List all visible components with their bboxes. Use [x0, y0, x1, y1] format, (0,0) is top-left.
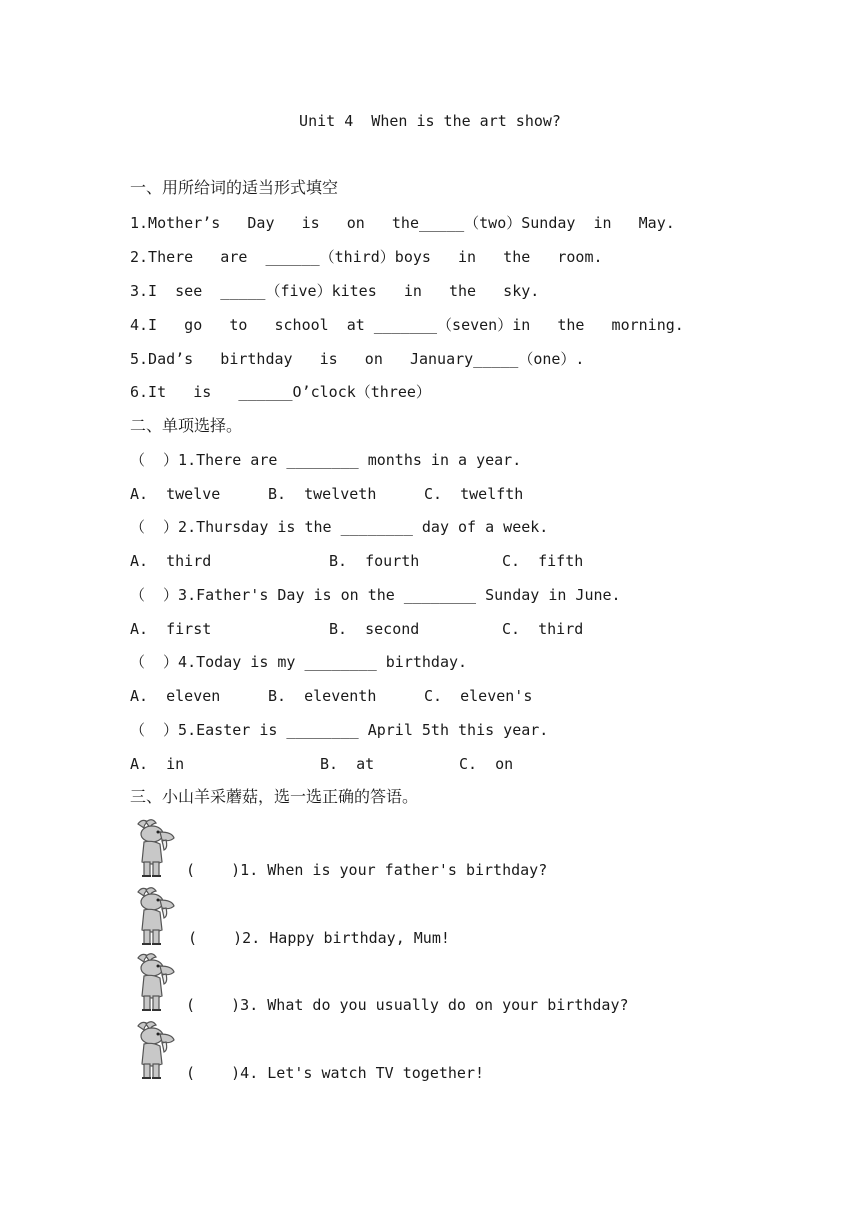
- choice-option-b: B. eleventh: [268, 687, 377, 705]
- answer-question: ( )3. What do you usually do on your birthday?: [186, 996, 629, 1014]
- choice-option-c: C. third: [502, 620, 584, 638]
- choice-option-b: B. twelveth: [268, 485, 377, 503]
- choice-question: （ ）3.Father's Day is on the ________ Sunday in June.: [130, 586, 621, 604]
- answer-question: ( )2. Happy birthday, Mum!: [188, 929, 450, 947]
- fill-blank-item: 2.There are ______（third）boys in the room.: [130, 248, 603, 266]
- section1-heading: 一、用所给词的适当形式填空: [130, 178, 339, 197]
- choice-option-c: C. on: [459, 755, 514, 773]
- choice-option-a: A. twelve: [130, 485, 221, 503]
- choice-option-b: B. second: [329, 620, 420, 638]
- fill-blank-item: 5.Dad’s birthday is on January_____（one）.: [130, 350, 585, 368]
- goat-icon: [132, 886, 178, 948]
- choice-option-b: B. at: [320, 755, 375, 773]
- page-title: Unit 4 When is the art show?: [299, 112, 561, 130]
- fill-blank-item: 4.I go to school at _______（seven）in the morning.: [130, 316, 684, 334]
- answer-question: ( )1. When is your father's birthday?: [186, 861, 548, 879]
- fill-blank-item: 6.It is ______O’clock（three）: [130, 383, 431, 401]
- choice-option-a: A. first: [130, 620, 212, 638]
- choice-question: （ ）1.There are ________ months in a year.: [130, 451, 522, 469]
- goat-icon: [132, 818, 178, 880]
- choice-question: （ ）2.Thursday is the ________ day of a week.: [130, 518, 549, 536]
- choice-option-a: A. in: [130, 755, 185, 773]
- goat-icon: [132, 952, 178, 1014]
- choice-option-c: C. eleven's: [424, 687, 533, 705]
- fill-blank-item: 3.I see _____（five）kites in the sky.: [130, 282, 540, 300]
- choice-option-a: A. third: [130, 552, 212, 570]
- choice-option-c: C. twelfth: [424, 485, 524, 503]
- fill-blank-item: 1.Mother’s Day is on the_____（two）Sunday in May.: [130, 214, 675, 232]
- answer-question: ( )4. Let's watch TV together!: [186, 1064, 485, 1082]
- choice-option-a: A. eleven: [130, 687, 221, 705]
- section3-heading: 三、小山羊采蘑菇，选一选正确的答语。: [130, 787, 419, 806]
- section2-heading: 二、单项选择。: [130, 416, 243, 435]
- choice-question: （ ）5.Easter is ________ April 5th this year.: [130, 721, 549, 739]
- choice-option-c: C. fifth: [502, 552, 584, 570]
- choice-question: （ ）4.Today is my ________ birthday.: [130, 653, 468, 671]
- choice-option-b: B. fourth: [329, 552, 420, 570]
- goat-icon: [132, 1020, 178, 1082]
